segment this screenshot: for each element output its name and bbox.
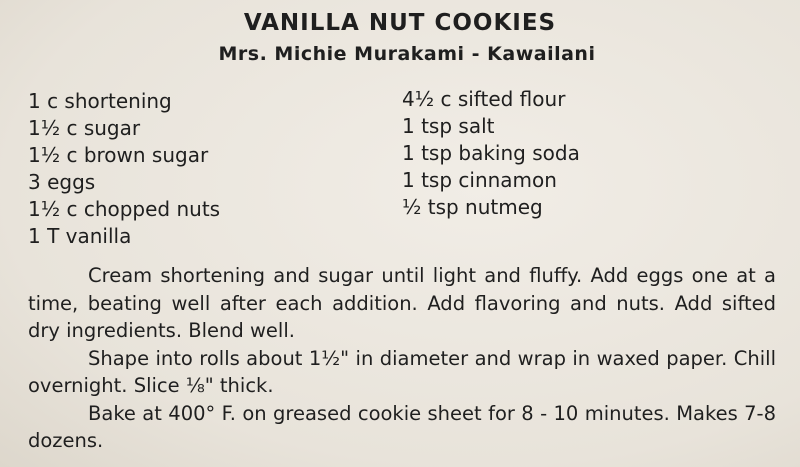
recipe-author: Mrs. Michie Murakami - Kawailani — [218, 43, 596, 65]
ingredient-item: 3 eggs — [28, 170, 96, 194]
ingredients-left — [28, 88, 220, 250]
ingredient-item: 1½ c chopped nuts — [28, 197, 221, 221]
ingredient-item: 1 T vanilla — [28, 224, 132, 248]
ingredient-item: 4½ c sifted flour — [402, 87, 566, 111]
ingredient-item: 1 tsp salt — [402, 114, 495, 138]
ingredient-item: 1 c shortening — [28, 89, 172, 113]
instruction-step: Cream shortening and sugar until light and fluffy. Add eggs one at a time, beating well after each addition. Add flavoring and nuts. Add sifted dry ingredients. Blend well. — [28, 264, 776, 342]
ingredient-item: 1 tsp cinnamon — [402, 168, 557, 192]
ingredient-item: 1½ c sugar — [28, 116, 141, 140]
ingredient-item: ½ tsp nutmeg — [402, 195, 543, 219]
instruction-step: Bake at 400° F. on greased cookie sheet for 8 - 10 minutes. Makes 7-8 dozens. — [28, 401, 776, 452]
instructions — [28, 262, 776, 455]
ingredient-item: 1½ c brown sugar — [28, 143, 209, 167]
recipe-title: VANILLA NUT COOKIES — [243, 10, 557, 36]
ingredient-item: 1 tsp baking soda — [402, 141, 580, 165]
instruction-step: Shape into rolls about 1½" in diameter and wrap in waxed paper. Chill overnight. Slice ⅛" thick. — [28, 346, 776, 397]
ingredients-right — [402, 86, 580, 221]
